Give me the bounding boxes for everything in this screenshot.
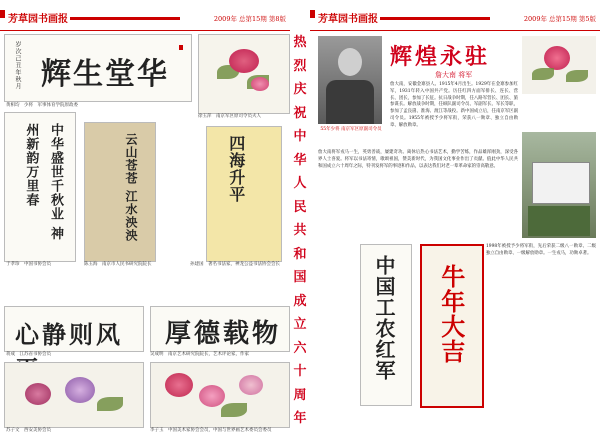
leaf-icon [566,70,588,82]
celebration-banner [290,30,310,435]
artwork-1-text: 辉生堂华 [41,57,169,92]
header-mark-icon [310,10,315,18]
peony-flower-icon [229,49,259,73]
artwork-7-caption: 吴成明 南京艺术研究院院长，艺术评论家，作家 [150,352,249,357]
left-issue: 2009年 总第15期 第8版 [213,15,286,23]
banner-char: 十 [293,364,307,380]
flower-icon [65,377,95,403]
artwork-1-caption: 黄相均 少将 军事体育学院原政委 [6,103,78,108]
artwork-5 [206,126,282,262]
banner-char: 民 [293,199,307,215]
banner-char: 立 [293,317,307,333]
flower-painting [522,36,596,94]
event-photo [522,132,596,238]
peony-flower-icon [239,375,263,395]
artwork-4-caption: 陈玉海 南京市人民书研究院院长 [84,262,152,267]
article-title: 辉煌永驻 [390,44,491,70]
crowd-shape [528,206,590,236]
banner-char: 庆 [293,82,307,98]
artwork-6-caption: 蒋成 江苏省书协会员 [6,352,51,357]
banner-char: 中 [293,129,307,145]
banner-char: 六 [293,340,307,356]
header-bar [70,17,180,20]
banner-char: 成 [293,293,307,309]
leaf-icon [221,403,247,417]
left-page [0,0,290,435]
uniform-shape [326,80,374,124]
artwork-8-caption: 苏子文 西安美协会员 [6,428,51,433]
banner-char: 年 [293,411,307,427]
calligraphy-2-text: 牛年大吉 [436,264,466,364]
calligraphy-1 [360,244,412,406]
artwork-3-text: 中华盛世千秋业 神州新韵万里春 [23,123,63,241]
article-body-1: 詹大南，安徽金寨县人。1915年4月出生。1929年在金寨参加红军，1931年转入中国共产党。历任红四方面军排长、连长、营长、团长，参加了长征。抗日战争时期，任八路军营长、团长、旅参谋长。解放战争时期，任纵队副司令员、军副军长、军长等职，参加了孟良崮、淮海、渡江等战役。新中国成立后，任南京军区副司令员。1955年被授予少将军衔，荣获八一勋章、独立自由勋章、解放勋章。 [390,82,518,128]
peony-flower-icon [165,373,193,397]
artwork-4 [84,122,156,262]
header-mark-icon [0,10,5,18]
article-body-2: 詹大南将军戎马一生，英勇善战，屡建奇功。离休后热心书法艺术，勤学苦练，作品雄浑刚劲，深受各界人士喜爱。将军以书法寄情，歌颂祖国，赞美新时代，为我国文化事业作出了贡献。值此中华人民共和国成立六十周年之际，特刊发将军的事迹和作品，以表达我们对老一辈革命家的崇高敬意。 [318,150,518,169]
artwork-2 [198,34,290,114]
artwork-9-caption: 李子玉 中国美术家协会会员，中国与世界画艺术委员会委员 [150,428,272,433]
artwork-3-caption: 于孝珍 中国书协会员 [6,262,51,267]
header-bar [380,17,490,20]
artwork-4-text: 云山苍苍 江水泱泱 [124,133,138,243]
peony-flower-icon [251,77,269,91]
face-shape [338,48,362,76]
article-body-3: 1998年被授予少将军衔，先后荣获二级八一勋章、二级独立自由勋章、一级解放勋章。一生戎马，功勋卓著。 [486,244,596,256]
banner-char: 人 [293,176,307,192]
artwork-7-text: 厚德载物 [165,319,282,349]
artwork-2-caption: 徐玉萍 南京军区原司令员夫人 [198,114,261,119]
banner-char: 烈 [293,58,307,74]
peony-flower-icon [199,385,225,407]
right-page [310,0,600,435]
banner-char: 热 [293,35,307,50]
seal-icon [179,45,183,50]
artwork-1 [4,34,192,102]
right-issue: 2009年 总第15期 第5版 [523,15,596,23]
banner-char: 共 [293,223,307,239]
leaf-icon [532,68,554,80]
leaf-icon [97,397,123,411]
flower-icon [544,46,570,70]
artwork-9 [150,362,290,428]
calligraphy-2 [420,244,484,408]
right-brand: 芳草园书画报 [318,14,378,25]
artwork-8 [4,362,144,428]
flower-icon [25,383,51,405]
general-portrait [318,36,382,124]
artwork-6 [4,306,144,352]
portrait-caption: 55年少将 南京军区原副司令员 [320,127,382,132]
artwork-1-inscription: 岁次己丑年秋月 [14,41,21,90]
banner-char: 华 [293,152,307,168]
right-header [310,0,600,31]
left-brand: 芳草园书画报 [8,14,68,25]
artwork-5-caption: 孙建国 著名书法家，神龙公益书法协会会长 [190,262,280,267]
calligraphy-1-text: 中国工农红军 [372,255,396,381]
article-subtitle: 詹大南 将军 [435,71,473,79]
artwork-3 [4,112,76,262]
banner-char: 国 [293,270,307,286]
artwork-7 [150,306,290,352]
banner-char: 和 [293,246,307,262]
banner-char: 周 [293,387,307,403]
left-header [0,0,290,31]
banner-shape [532,162,590,204]
artwork-6-text: 心静则风 [15,320,123,349]
banner-char: 祝 [293,105,307,121]
artwork-5-text: 四海升平 [226,135,246,203]
